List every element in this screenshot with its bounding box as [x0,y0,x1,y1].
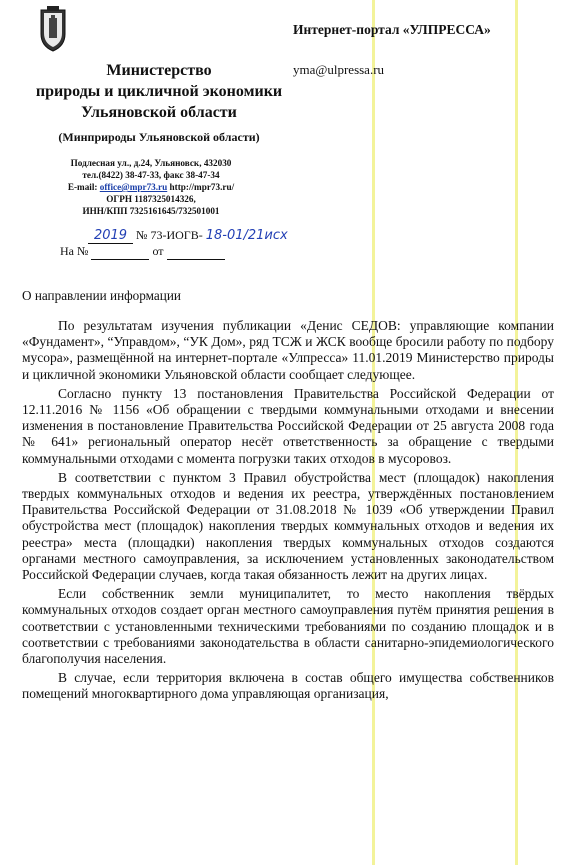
phone-line: тел.(8422) 38-47-33, факс 38-47-34 [82,170,220,180]
recipient-email: yma@ulpressa.ru [293,62,385,77]
outgoing-date-field [88,228,133,244]
ot-label: от [152,244,164,258]
ogrn-line: ОГРН 1187325014326, [106,194,196,204]
ministry-short-name: (Минприроды Ульяновской области) [58,130,260,144]
address-line: Подлесная ул., д.24, Ульяновск, 432030 [70,158,232,168]
contacts-line [0,181,302,193]
paragraph-4: Если собственник земли муниципалитет, то место накопления твёрдых коммунальных отходов создает орган местного самоуправления путём принятия решения в соответствии с установленными техническими требованиями по созданию площадок и в соответствии с требованиями законодательства в области санитарно-эпидемиологического благополучия населения. [22,586,554,667]
incoming-reference [60,244,225,260]
inn-line: ИНН/КПП 7325161645/732501001 [82,206,220,216]
ministry-line-2: природы и цикличной экономики [35,83,283,100]
number-prefix: № 73-ИОГВ- [136,228,203,242]
outgoing-number [88,228,288,244]
ot-field [167,244,225,260]
paragraph-5: В случае, если территория включена в состав общего имущества собственников помещений многоквартирного дома управляющая организация, [22,670,554,702]
recipient-name: Интернет-портал «УЛПРЕССА» [293,22,491,37]
letter-subject: О направлении информации [22,288,181,303]
ministry-email-link[interactable]: office@mpr73.ru [99,182,168,192]
handwritten-number: 18-01/21исх [205,228,288,243]
coat-of-arms-icon [38,4,68,54]
paragraph-1: По результатам изучения публикации «Денис СЕДОВ: управляющие компании «Фундамент», “Управдом», “УК Дом», ряд ТСЖ и ЖСК вообще бросили работу по подбору мусора», размещённой на интернет-портале «Улпресса» 11.01.2019 Министерство природы и цикличной экономики Ульяновской области сообщает следующее. [22,318,554,382]
email-label: E-mail: [67,182,98,192]
handwritten-year: 2019 [93,228,128,243]
ministry-line-1: Министерство [106,62,212,79]
na-label: На № [60,244,89,258]
paragraph-2: Согласно пункту 13 постановления Правительства Российской Федерации от 12.11.2016 № 1156 «Об обращении с твердыми коммунальными отходами и внесении изменения в постановление Правительства Российской Федерации от 25 августа 2008 года № 641» региональный оператор несёт ответственность за обращение с твердыми коммунальными отходами с момента погрузки таких отходов в мусоровоз. [22,385,554,466]
ministry-name [0,60,318,123]
paragraph-3: В соответствии с пунктом 3 Правил обустройства мест (площадок) накопления твердых коммунальных отходов и ведения их реестра, утверждённых постановлением Правительства Российской Федерации от 31.08.2018 № 1039 «Об утверждении Правил обустройства мест (площадок) накопления твердых коммунальных отходов и ведения их реестра» места (площадки) накопления твердых коммунальных отходов создаются органами местного самоуправления, за исключением установленных законодательством Российской Федерации случаев, когда такая обязанность лежит на других лицах. [22,469,554,583]
na-field [91,244,149,260]
website-link[interactable]: http://mpr73.ru/ [169,182,235,192]
letter-body [22,318,554,706]
ministry-line-3: Ульяновской области [81,104,237,121]
